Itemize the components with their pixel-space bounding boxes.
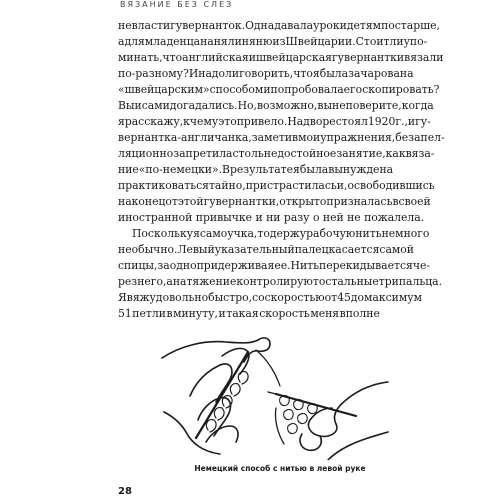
- text-line: по-разному? И надо ли говорить, что я была зачарована: [118, 67, 414, 80]
- text-line: практиковаться тайно, пристрастилась и, освободившись: [118, 179, 435, 192]
- page-number: 28: [118, 486, 132, 497]
- body-text: [118, 18, 445, 322]
- text-line: «швейцарским» способом и попробовала его скопировать?: [118, 83, 440, 96]
- text-line: спицы, заодно придерживая ее. Нить перекидывается че-: [118, 259, 430, 272]
- text-line: не власти гувернанток. Одна давала уроки детям постарше,: [118, 19, 440, 32]
- text-line: Я вяжу довольно быстро, со скоростью от 45 до максимум: [118, 291, 423, 304]
- text-line: Поскольку я самоучка, то держу рабочую нить немного: [132, 227, 430, 240]
- text-line: иностранной привычке и ни разу о ней не пожалела.: [118, 211, 425, 224]
- figure-caption: Немецкий способ с нитью в левой руке: [194, 464, 366, 473]
- paragraph-1: [118, 18, 445, 226]
- text-line: необычно. Левый указательный палец касается самой: [118, 243, 414, 256]
- text-line: Вы и сами догадались. Но, возможно, вы не поверите, когда: [118, 99, 434, 112]
- text-line: вернантка-англичанка, заметив мои упражнения, безапел-: [118, 131, 445, 144]
- knitting-hands-illustration: [160, 320, 390, 460]
- text-line: наконец от этой гувернантки, открыто призналась в своей: [118, 195, 431, 208]
- text-line: минать, что английская и швейцарская гувернантки вязали: [118, 51, 444, 64]
- text-line: ние «по-немецки». В результате я была вынуждена: [118, 163, 394, 176]
- text-line: 51 петли в минуту, и такая скорость меня вполне: [118, 307, 380, 320]
- paragraph-2: [118, 226, 443, 322]
- text-line: рез него, а натяжение контролируют остальные три пальца.: [118, 275, 443, 288]
- text-line: я расскажу, к чему это привело. На дворе стоял 1920 г., и гу-: [118, 115, 431, 128]
- running-head: ВЯЗАНИЕ БЕЗ СЛЕЗ: [120, 0, 234, 9]
- text-line: ляционно запретила столь недостойное занятие, как вяза-: [118, 147, 435, 160]
- text-line: а для младенца наняли няню из Швейцарии. Стоит ли упо-: [118, 35, 428, 48]
